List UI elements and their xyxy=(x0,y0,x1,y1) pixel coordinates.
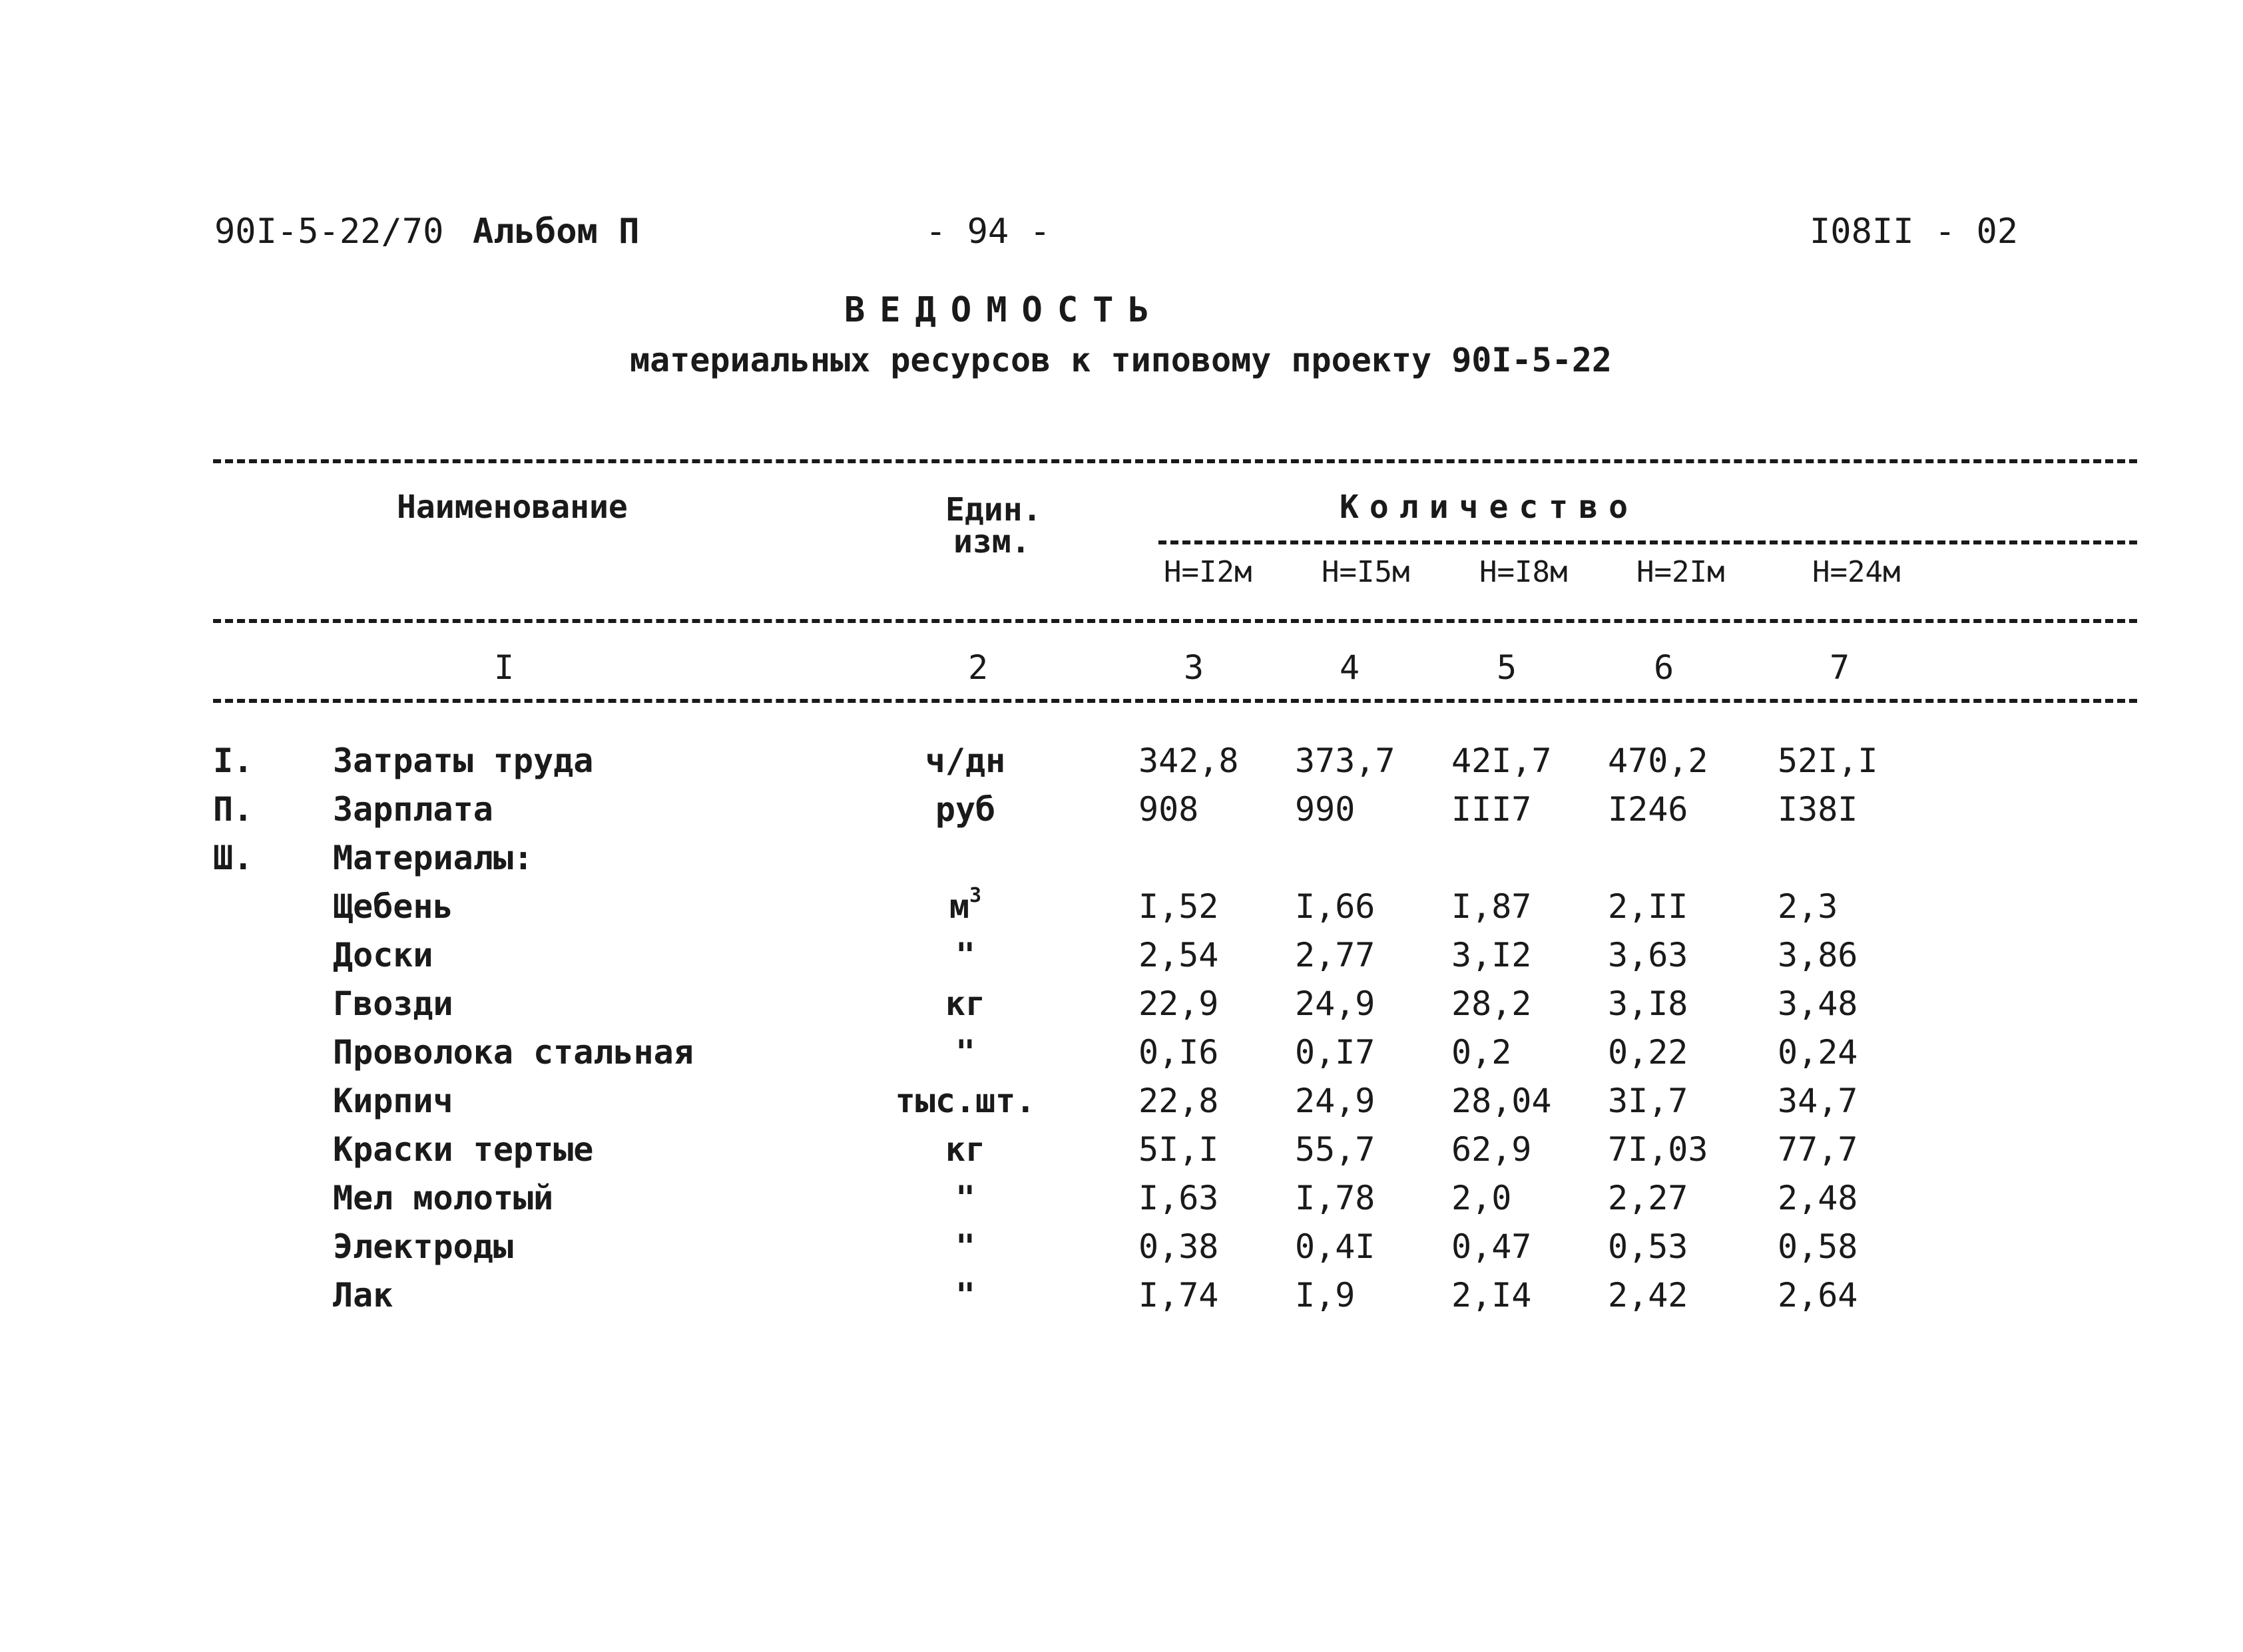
row-value: 2,42 xyxy=(1608,1276,1688,1315)
row-value: 0,24 xyxy=(1778,1033,1858,1072)
row-value: 3,86 xyxy=(1778,936,1858,974)
row-value: 2,0 xyxy=(1451,1179,1512,1217)
page-number: - 94 - xyxy=(925,212,1051,252)
row-name: Материалы: xyxy=(333,839,534,877)
row-unit-text: " xyxy=(955,1179,976,1217)
row-name: Краски тертые xyxy=(333,1130,594,1169)
quantity-rule xyxy=(1158,540,2137,544)
height-header: Н=2Iм xyxy=(1636,555,1725,589)
row-unit-text: тыс.шт. xyxy=(895,1082,1036,1120)
row-value: 62,9 xyxy=(1451,1130,1532,1169)
row-value: 0,58 xyxy=(1778,1227,1858,1266)
row-value: 3I,7 xyxy=(1608,1082,1688,1120)
row-unit xyxy=(866,938,1065,972)
row-value: 2,64 xyxy=(1778,1276,1858,1315)
column-number: 3 xyxy=(1184,648,1204,687)
row-value: I,52 xyxy=(1138,887,1219,926)
row-number: I. xyxy=(213,741,254,780)
column-number: 7 xyxy=(1830,648,1850,687)
row-value: I,66 xyxy=(1295,887,1375,926)
numbering-bottom-rule xyxy=(213,699,2137,703)
row-unit xyxy=(866,984,1065,1023)
row-value: 22,9 xyxy=(1138,984,1219,1023)
row-unit-text: " xyxy=(955,936,976,974)
row-value: 3,I8 xyxy=(1608,984,1688,1023)
column-number: 6 xyxy=(1654,648,1674,687)
row-value: 470,2 xyxy=(1608,741,1708,780)
row-unit-text: " xyxy=(955,1033,976,1072)
row-unit-text: " xyxy=(955,1227,976,1266)
row-value: 0,I6 xyxy=(1138,1033,1219,1072)
row-value: 990 xyxy=(1295,790,1356,829)
row-value: I,78 xyxy=(1295,1179,1375,1217)
row-value: 55,7 xyxy=(1295,1130,1375,1169)
row-value: 24,9 xyxy=(1295,1082,1375,1120)
row-value: I,87 xyxy=(1451,887,1532,926)
header-bottom-rule xyxy=(213,619,2137,623)
column-number: 2 xyxy=(968,648,989,687)
row-name: Затраты труда xyxy=(333,741,594,780)
row-value: 0,53 xyxy=(1608,1227,1688,1266)
row-value: I,9 xyxy=(1295,1276,1356,1315)
height-header: Н=I5м xyxy=(1322,555,1410,589)
row-unit-text: ч/дн xyxy=(925,741,1006,780)
row-value: 2,II xyxy=(1608,887,1688,926)
row-value: I,74 xyxy=(1138,1276,1219,1315)
row-unit-text: м xyxy=(949,887,970,926)
column-number: 5 xyxy=(1497,648,1517,687)
row-name: Кирпич xyxy=(333,1082,453,1120)
row-value: 3,I2 xyxy=(1451,936,1532,974)
row-value: 0,22 xyxy=(1608,1033,1688,1072)
height-header: Н=I2м xyxy=(1164,555,1252,589)
row-value: 3,48 xyxy=(1778,984,1858,1023)
height-header: Н=I8м xyxy=(1479,555,1568,589)
row-unit xyxy=(866,1181,1065,1215)
row-value: I,63 xyxy=(1138,1179,1219,1217)
row-unit-text: кг xyxy=(945,984,986,1023)
row-unit xyxy=(866,1084,1065,1118)
row-value: 34,7 xyxy=(1778,1082,1858,1120)
document-title: ВЕДОМОСТЬ xyxy=(844,290,1164,330)
row-value: I246 xyxy=(1608,790,1688,829)
row-value: 0,4I xyxy=(1295,1227,1375,1266)
row-value: 373,7 xyxy=(1295,741,1395,780)
row-value: 0,38 xyxy=(1138,1227,1219,1266)
row-number: П. xyxy=(213,790,254,829)
row-number: Ш. xyxy=(213,839,254,877)
row-unit xyxy=(866,741,1065,780)
album-label: Альбом П xyxy=(473,212,640,252)
row-name: Зарплата xyxy=(333,790,493,829)
row-name: Электроды xyxy=(333,1227,513,1266)
row-unit xyxy=(866,1033,1065,1072)
row-value: 2,77 xyxy=(1295,936,1375,974)
column-header-unit: изм. xyxy=(953,523,1031,560)
row-unit-text: кг xyxy=(945,1130,986,1169)
sheet-code: I08II - 02 xyxy=(1810,212,2019,252)
row-unit xyxy=(866,790,1065,829)
row-value: 77,7 xyxy=(1778,1130,1858,1169)
row-unit-text: " xyxy=(955,1276,976,1315)
document-subtitle: материальных ресурсов к типовому проекту 90I-5-22 xyxy=(630,341,1613,379)
row-value: 342,8 xyxy=(1138,741,1239,780)
row-name: Гвозди xyxy=(333,984,453,1023)
document-code: 90I-5-22/70 xyxy=(214,212,444,252)
row-value: 0,I7 xyxy=(1295,1033,1375,1072)
row-unit xyxy=(866,1227,1065,1266)
column-number: 4 xyxy=(1340,648,1360,687)
row-name: Доски xyxy=(333,936,433,974)
row-unit xyxy=(866,884,1065,926)
column-number: I xyxy=(494,648,515,687)
row-value: III7 xyxy=(1451,790,1532,829)
row-value: 2,I4 xyxy=(1451,1276,1532,1315)
row-name: Щебень xyxy=(333,887,453,926)
row-value: 7I,03 xyxy=(1608,1130,1708,1169)
row-unit-superscript: 3 xyxy=(969,884,982,907)
row-value: 0,47 xyxy=(1451,1227,1532,1266)
row-value: I38I xyxy=(1778,790,1858,829)
row-unit xyxy=(866,1276,1065,1315)
row-value: 5I,I xyxy=(1138,1130,1219,1169)
row-value: 2,3 xyxy=(1778,887,1838,926)
row-value: 28,2 xyxy=(1451,984,1532,1023)
row-name: Лак xyxy=(333,1276,393,1315)
column-header-name: Наименование xyxy=(397,489,628,526)
height-header: Н=24м xyxy=(1812,555,1901,589)
row-value: 52I,I xyxy=(1778,741,1878,780)
row-value: 908 xyxy=(1138,790,1199,829)
row-value: 42I,7 xyxy=(1451,741,1552,780)
column-header-quantity: Количество xyxy=(1340,489,1638,526)
row-value: 2,54 xyxy=(1138,936,1219,974)
column-header-unit: Един. xyxy=(945,491,1042,528)
row-name: Мел молотый xyxy=(333,1179,554,1217)
row-value: 24,9 xyxy=(1295,984,1375,1023)
row-unit xyxy=(866,1130,1065,1169)
row-value: 2,48 xyxy=(1778,1179,1858,1217)
row-unit-text: руб xyxy=(935,790,996,829)
row-value: 0,2 xyxy=(1451,1033,1512,1072)
row-value: 22,8 xyxy=(1138,1082,1219,1120)
row-value: 28,04 xyxy=(1451,1082,1552,1120)
row-value: 3,63 xyxy=(1608,936,1688,974)
row-value: 2,27 xyxy=(1608,1179,1688,1217)
row-name: Проволока стальная xyxy=(333,1033,694,1072)
table-top-rule xyxy=(213,459,2137,463)
